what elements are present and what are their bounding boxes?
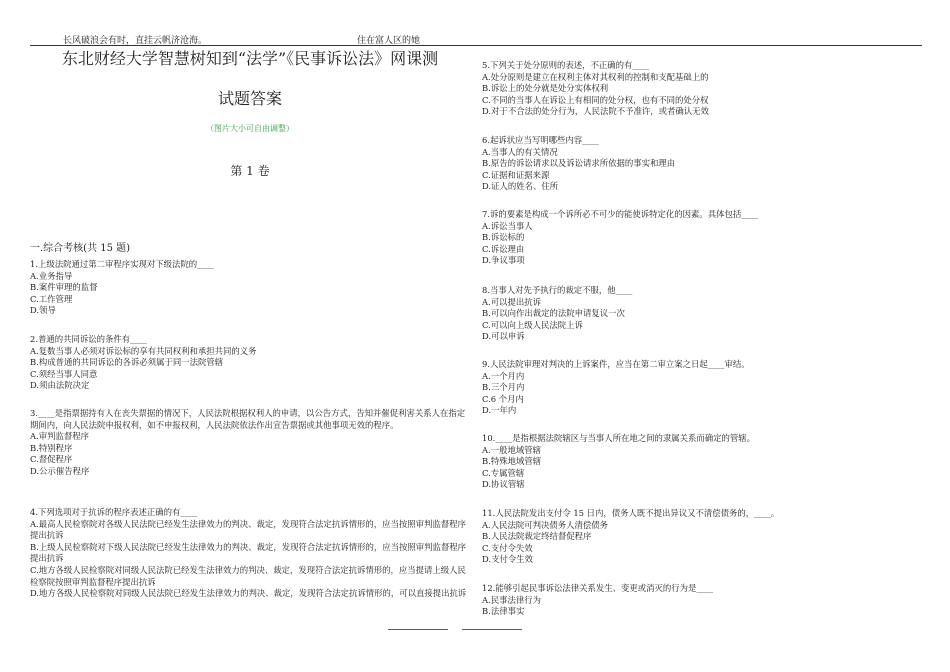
option-b: B.案件审理的监督: [30, 282, 98, 293]
option-c: C.工作管理: [30, 293, 73, 304]
option-d: D.公示催告程序: [30, 465, 90, 476]
question-stem: 7.诉的要素是构成一个诉所必不可少的能使诉特定化的因素。具体包括____: [482, 209, 758, 219]
footer-rule-right: [462, 629, 522, 630]
option-d: D.一年内: [482, 405, 517, 416]
question-10: [482, 433, 922, 491]
option-d: D.支付令生效: [482, 554, 533, 565]
option-a: A.当事人的有关情况: [482, 146, 558, 157]
option-b: B.诉讼上的处分就是处分实体权利: [482, 83, 609, 94]
question-3: [30, 408, 470, 478]
question-stem: 1.上级法院通过第二审程序实现对下级法院的____: [30, 259, 214, 269]
option-d: D.协议管辖: [482, 479, 525, 490]
question-stem: 10.____是指根据法院辖区与当事人所在地之间的隶属关系而确定的管辖。: [482, 433, 755, 443]
option-b: B.三个月内: [482, 382, 525, 393]
question-stem: 9.人民法院审理对判决的上诉案件，应当在第二审立案之日起____审结。: [482, 359, 750, 369]
option-b: B.上级人民检察院对下级人民法院已经发生法律效力的判决、裁定，发现符合法定抗诉情形的，应当按照审判监督程序提出抗诉: [30, 541, 466, 564]
option-b: B.构成普通的共同诉讼的各诉必须属于同一法院管辖: [30, 357, 224, 368]
question-stem: 3.____是指票据持有人在丧失票据的情况下，人民法院根据权利人的申请，以公告方式，告知并催促利害关系人在指定期间内，向人民法院申报权利，如不申报权利，人民法院依法作出宣告票据或其他事项无效的程序。: [30, 408, 466, 430]
option-c: C.不同的当事人在诉讼上有相同的处分权，也有不同的处分权: [482, 94, 709, 105]
question-stem: 8.当事人对先予执行的裁定不服，他____: [482, 285, 633, 295]
question-stem: 5.下列关于处分原则的表述，不正确的有____: [482, 60, 650, 70]
option-a: A.审判监督程序: [30, 431, 89, 442]
question-1: [30, 259, 470, 317]
question-11: [482, 508, 922, 566]
header-divider: [30, 45, 922, 46]
option-d: D.须由法院决定: [30, 380, 90, 391]
option-a: A.业务指导: [30, 270, 73, 281]
option-a: A.人民法院可判决债务人清偿债务: [482, 519, 608, 530]
question-stem: 2.普通的共同诉讼的条件有____: [30, 334, 147, 344]
option-d: D.地方各级人民检察院对同级人民法院已经发生法律效力的判决、裁定，发现符合法定抗诉情形的，可以直接提出抗诉: [30, 588, 467, 599]
question-stem: 4.下列选项对于抗诉的程序表述正确的有____: [30, 507, 198, 517]
option-a: A.一般地域管辖: [482, 444, 541, 455]
option-c: C.支付令失效: [482, 542, 533, 553]
document-title: [30, 48, 470, 70]
option-a: A.复数当事人必须对诉讼标的享有共同权利和承担共同的义务: [30, 345, 257, 356]
question-8: [482, 285, 922, 343]
option-b: B.原告的诉讼请求以及诉讼请求所依据的事实和理由: [482, 158, 676, 169]
option-c: C.可以向上级人民法院上诉: [482, 319, 583, 330]
option-d: D.领导: [30, 305, 56, 316]
option-b: B.诉讼标的: [482, 232, 525, 243]
question-12: [482, 583, 922, 618]
option-c: C.6 个月内: [482, 393, 524, 404]
question-7: [482, 209, 922, 267]
option-b: B.特殊地域管辖: [482, 456, 542, 467]
question-2: [30, 334, 470, 392]
option-b: B.法律事实: [482, 606, 525, 617]
question-6: [482, 135, 922, 193]
resize-note: （图片大小可自由调整）: [206, 124, 294, 133]
option-c: C.专属管辖: [482, 467, 525, 478]
option-c: C.地方各级人民检察院对同级人民法院已经发生法律效力的判决、裁定，发现符合法定抗诉情形的，应当提请上级人民检察院按照审判监督程序提出抗诉: [30, 564, 466, 587]
question-5: [482, 60, 922, 118]
option-a: A.可以提出抗诉: [482, 296, 541, 307]
option-c: C.诉讼理由: [482, 243, 525, 254]
option-d: D.可以申诉: [482, 331, 525, 342]
document-title-line2: 试题答案: [217, 89, 282, 108]
option-c: C.须经当事人同意: [30, 368, 98, 379]
option-b: B.可以向作出裁定的法院申请复议一次: [482, 308, 625, 319]
section-title: 一.综合考核(共 15 题): [30, 243, 131, 254]
question-stem: 6.起诉状应当写明哪些内容____: [482, 135, 599, 145]
option-a: A.最高人民检察院对各级人民法院已经发生法律效力的判决、裁定，发现符合法定抗诉情形的，应当按照审判监督程序提出抗诉: [30, 518, 466, 541]
question-9: [482, 359, 922, 417]
option-d: D.证人的姓名、住所: [482, 181, 559, 192]
option-b: B.人民法院裁定终结督促程序: [482, 531, 592, 542]
header-author: 住在富人区的她: [357, 36, 421, 46]
option-a: A.一个月内: [482, 370, 525, 381]
option-c: C.督促程序: [30, 454, 73, 465]
header-motto: 长风破浪会有时，直挂云帆济沧海。: [63, 36, 208, 46]
volume-label: 第 1 卷: [230, 164, 270, 178]
question-stem: 11.人民法院发出支付令 15 日内，债务人既不提出异议又不清偿债务的，____。: [482, 508, 780, 518]
option-d: D.对于不合法的处分行为，人民法院不予准许，或者确认无效: [482, 106, 709, 117]
option-b: B.特别程序: [30, 442, 73, 453]
question-stem: 12.能够引起民事诉讼法律关系发生、变更或消灭的行为是____: [482, 583, 714, 593]
option-d: D.争议事项: [482, 255, 525, 266]
option-a: A.处分原则是建立在权利主体对其权利的控制和支配基础上的: [482, 71, 709, 82]
option-a: A.诉讼当事人: [482, 220, 533, 231]
option-c: C.证据和证据来源: [482, 169, 550, 180]
document-title-line1: 东北财经大学智慧树知到“法学”《民事诉讼法》网课测: [61, 49, 439, 68]
option-a: A.民事法律行为: [482, 594, 541, 605]
question-4: [30, 507, 470, 600]
footer-rule-left: [388, 629, 448, 630]
